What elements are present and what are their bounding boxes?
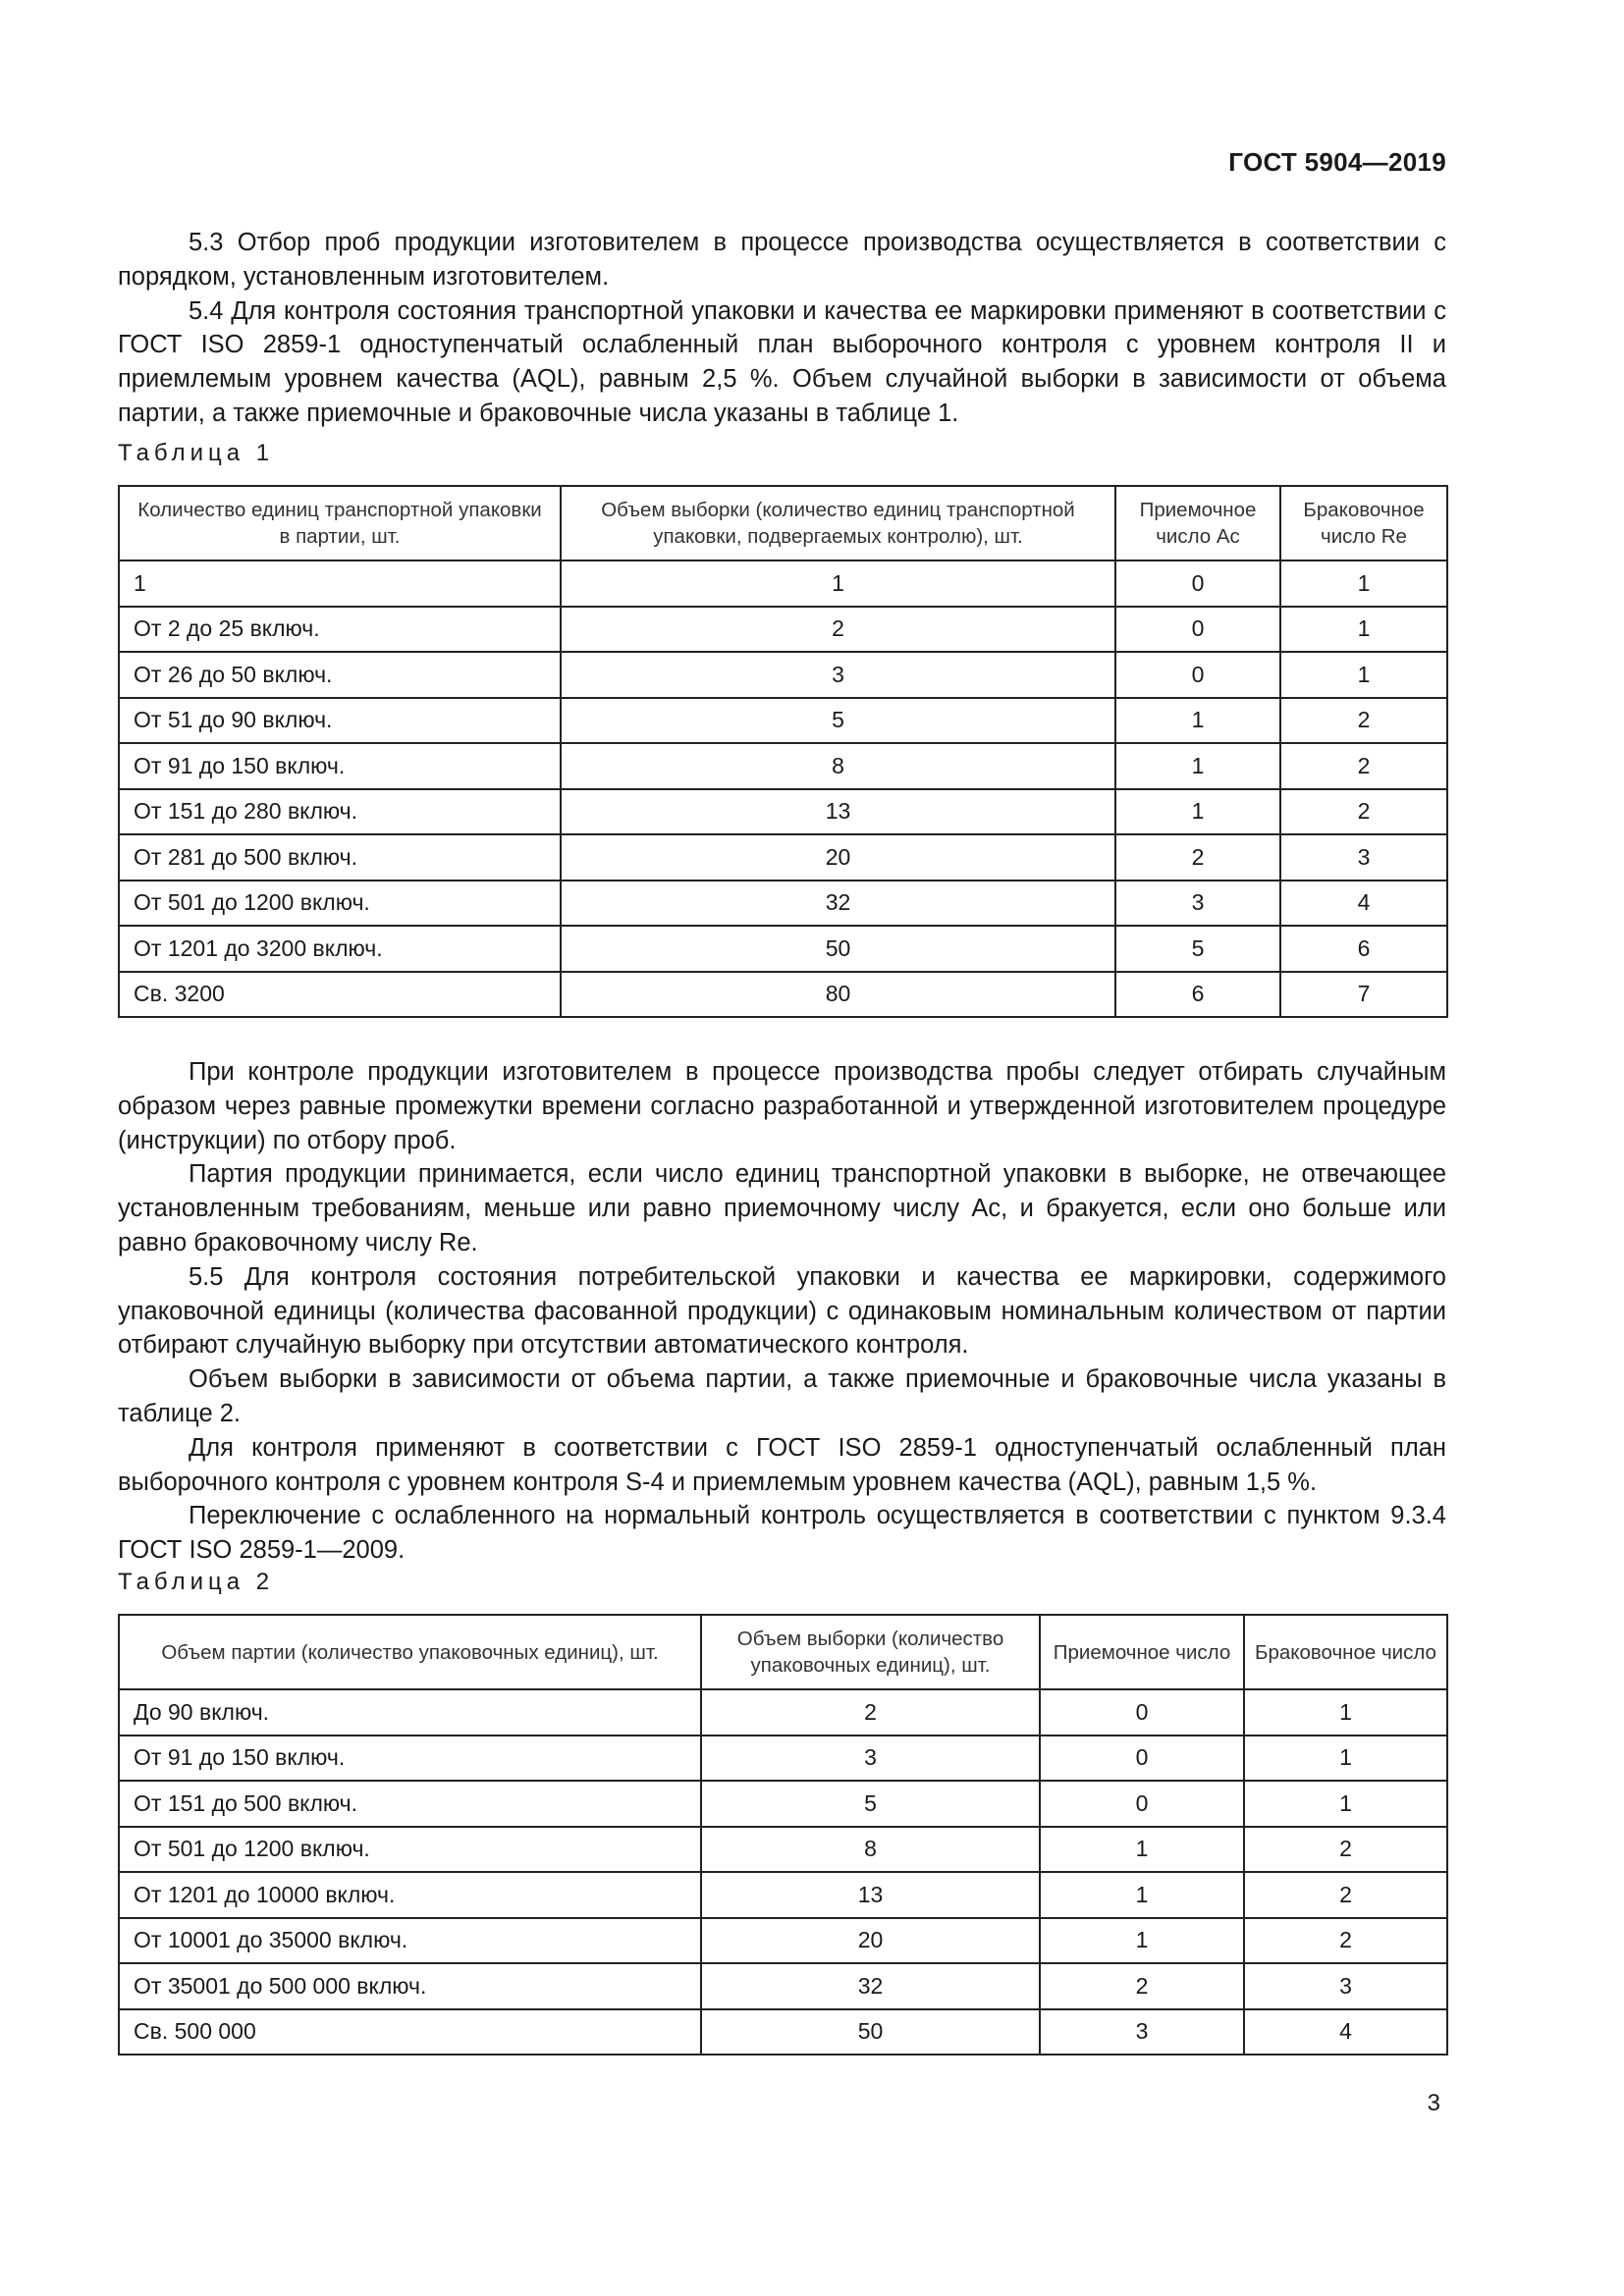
table-cell: 50 bbox=[561, 926, 1115, 972]
paragraph-5-4: 5.4 Для контроля состояния транспортной упаковки и качества ее маркировки применяют в соответствии с ГОСТ ISO 2859-1 одноступенчатый ослабленный план выборочного контроля с уровнем контроля II и приемлемым уровнем качества (AQL), равным 2,5 %. Объем случайной выборки в зависимости от объема партии, а также приемочные и браковочные числа указаны в таблице 1. bbox=[118, 296, 1446, 427]
table-cell: От 10001 до 35000 включ. bbox=[119, 1918, 701, 1964]
table-cell: От 501 до 1200 включ. bbox=[119, 1827, 701, 1873]
table-row bbox=[119, 1689, 1447, 1735]
section-middle-text bbox=[118, 1055, 1446, 1568]
table-cell: 2 bbox=[561, 607, 1115, 653]
table-cell: 1 bbox=[1040, 1918, 1244, 1964]
table-cell: 6 bbox=[1280, 926, 1447, 972]
table-cell: 1 bbox=[119, 561, 561, 607]
table-cell: 0 bbox=[1040, 1689, 1244, 1735]
table-cell: 1 bbox=[1244, 1689, 1447, 1735]
table-cell: 2 bbox=[1244, 1827, 1447, 1873]
table-cell: От 1201 до 3200 включ. bbox=[119, 926, 561, 972]
table-cell: 5 bbox=[1115, 926, 1280, 972]
table-cell: 4 bbox=[1280, 881, 1447, 927]
table-cell: 1 bbox=[1115, 698, 1280, 744]
table-cell: От 91 до 150 включ. bbox=[119, 743, 561, 789]
table-cell: 2 bbox=[701, 1689, 1040, 1735]
paragraph-acceptance: Партия продукции принимается, если число единиц транспортной упаковки в выборке, не отвечающее установленным требованиям, меньше или равно приемочному числу Ac, и бракуется, если оно больше или равно браковочному числу Re. bbox=[118, 1160, 1446, 1256]
table1-header-row bbox=[119, 486, 1447, 561]
table-cell: От 35001 до 500 000 включ. bbox=[119, 1963, 701, 2009]
table-row bbox=[119, 1963, 1447, 2009]
table-row bbox=[119, 561, 1447, 607]
table-cell: Св. 3200 bbox=[119, 972, 561, 1018]
table-cell: 3 bbox=[1280, 834, 1447, 881]
table-cell: 1 bbox=[1280, 561, 1447, 607]
table-cell: 32 bbox=[561, 881, 1115, 927]
table-cell: 32 bbox=[701, 1963, 1040, 2009]
table-cell: От 151 до 280 включ. bbox=[119, 789, 561, 835]
table-cell: 2 bbox=[1244, 1918, 1447, 1964]
table-cell: 20 bbox=[701, 1918, 1040, 1964]
table-cell: 2 bbox=[1280, 743, 1447, 789]
table-cell: 2 bbox=[1040, 1963, 1244, 2009]
table-cell: 0 bbox=[1115, 652, 1280, 698]
table-cell: 80 bbox=[561, 972, 1115, 1018]
table-row bbox=[119, 698, 1447, 744]
table-row bbox=[119, 834, 1447, 881]
table-cell: 13 bbox=[561, 789, 1115, 835]
table-cell: От 91 до 150 включ. bbox=[119, 1735, 701, 1782]
table-cell: 5 bbox=[561, 698, 1115, 744]
table-cell: От 281 до 500 включ. bbox=[119, 834, 561, 881]
table1-header-acceptance: Приемочное число Ac bbox=[1115, 486, 1280, 561]
table-cell: 0 bbox=[1040, 1781, 1244, 1827]
table-cell: От 51 до 90 включ. bbox=[119, 698, 561, 744]
table1-header-rejection: Браковочное число Re bbox=[1280, 486, 1447, 561]
table-cell: 0 bbox=[1115, 561, 1280, 607]
table-cell: 13 bbox=[701, 1872, 1040, 1918]
table-row bbox=[119, 1827, 1447, 1873]
table2-header-acceptance: Приемочное число bbox=[1040, 1615, 1244, 1689]
table-cell: 5 bbox=[701, 1781, 1040, 1827]
table-cell: До 90 включ. bbox=[119, 1689, 701, 1735]
table-cell: 1 bbox=[1040, 1872, 1244, 1918]
table-row bbox=[119, 789, 1447, 835]
table-cell: 50 bbox=[701, 2009, 1040, 2056]
table-cell: От 501 до 1200 включ. bbox=[119, 881, 561, 927]
table1-caption: Таблица 1 bbox=[118, 440, 275, 466]
table-cell: 8 bbox=[701, 1827, 1040, 1873]
paragraph-switching: Переключение с ослабленного на нормальный контроль осуществляется в соответствии с пунктом 9.3.4 ГОСТ ISO 2859-1—2009. bbox=[118, 1502, 1446, 1565]
table-cell: 0 bbox=[1040, 1735, 1244, 1782]
table-cell: 1 bbox=[1115, 743, 1280, 789]
table-cell: 1 bbox=[1244, 1781, 1447, 1827]
table-cell: 1 bbox=[1115, 789, 1280, 835]
table-row bbox=[119, 881, 1447, 927]
table-row bbox=[119, 607, 1447, 653]
table-row bbox=[119, 1872, 1447, 1918]
table2-header-sample-size: Объем выборки (количество упаковочных единиц), шт. bbox=[701, 1615, 1040, 1689]
table-cell: 7 bbox=[1280, 972, 1447, 1018]
table-cell: От 151 до 500 включ. bbox=[119, 1781, 701, 1827]
paragraph-control-plan: Для контроля применяют в соответствии с ГОСТ ISO 2859-1 одноступенчатый ослабленный план выборочного контроля с уровнем контроля S-4 и приемлемым уровнем качества (AQL), равным 1,5 %. bbox=[118, 1433, 1446, 1496]
section-top-text bbox=[118, 226, 1446, 431]
table-cell: 0 bbox=[1115, 607, 1280, 653]
table1 bbox=[118, 485, 1448, 1018]
table-cell: 1 bbox=[1244, 1735, 1447, 1782]
table-cell: 2 bbox=[1280, 789, 1447, 835]
page-number: 3 bbox=[1427, 2090, 1440, 2116]
table-row bbox=[119, 1918, 1447, 1964]
table-row bbox=[119, 2009, 1447, 2056]
table-cell: 3 bbox=[701, 1735, 1040, 1782]
table-cell: 1 bbox=[1280, 607, 1447, 653]
table2 bbox=[118, 1614, 1448, 2056]
paragraph-5-3: 5.3 Отбор проб продукции изготовителем в процессе производства осуществляется в соответствии с порядком, установленным изготовителем. bbox=[118, 229, 1446, 291]
table-cell: 3 bbox=[1115, 881, 1280, 927]
table-cell: 3 bbox=[1244, 1963, 1447, 2009]
table-cell: 2 bbox=[1115, 834, 1280, 881]
table-row bbox=[119, 972, 1447, 1018]
table-row bbox=[119, 926, 1447, 972]
table-cell: 3 bbox=[561, 652, 1115, 698]
table-cell: От 1201 до 10000 включ. bbox=[119, 1872, 701, 1918]
table-cell: 6 bbox=[1115, 972, 1280, 1018]
table1-header-sample-size: Объем выборки (количество единиц транспортной упаковки, подвергаемых контролю), шт. bbox=[561, 486, 1115, 561]
paragraph-sample-volume: Объем выборки в зависимости от объема партии, а также приемочные и браковочные числа указаны в таблице 2. bbox=[118, 1365, 1446, 1427]
paragraph-5-5: 5.5 Для контроля состояния потребительской упаковки и качества ее маркировки, содержимого упаковочной единицы (количества фасованной продукции) с одинаковым номинальным количеством от партии отбирают случайную выборку при отсутствии автоматического контроля. bbox=[118, 1262, 1446, 1360]
table-cell: 4 bbox=[1244, 2009, 1447, 2056]
table-cell: 8 bbox=[561, 743, 1115, 789]
paragraph-sampling: При контроле продукции изготовителем в процессе производства пробы следует отбирать случайным образом через равные промежутки времени согласно разработанной и утвержденной изготовителем процедуре (инструкции) по отбору проб. bbox=[118, 1058, 1446, 1154]
table-cell: 20 bbox=[561, 834, 1115, 881]
table2-caption: Таблица 2 bbox=[118, 1569, 275, 1595]
table-row bbox=[119, 652, 1447, 698]
table2-header-rejection: Браковочное число bbox=[1244, 1615, 1447, 1689]
table1-header-lot-size: Количество единиц транспортной упаковки в партии, шт. bbox=[119, 486, 561, 561]
table-cell: 1 bbox=[1280, 652, 1447, 698]
document-code: ГОСТ 5904—2019 bbox=[1228, 147, 1446, 177]
table-cell: 1 bbox=[1040, 1827, 1244, 1873]
table-cell: 2 bbox=[1244, 1872, 1447, 1918]
table-cell: От 2 до 25 включ. bbox=[119, 607, 561, 653]
table2-body bbox=[119, 1689, 1447, 2055]
table-cell: 2 bbox=[1280, 698, 1447, 744]
table-row bbox=[119, 743, 1447, 789]
table-cell: Св. 500 000 bbox=[119, 2009, 701, 2056]
table2-header-lot-size: Объем партии (количество упаковочных единиц), шт. bbox=[119, 1615, 701, 1689]
table-cell: 1 bbox=[561, 561, 1115, 607]
table-cell: От 26 до 50 включ. bbox=[119, 652, 561, 698]
table-row bbox=[119, 1781, 1447, 1827]
table-row bbox=[119, 1735, 1447, 1782]
table2-header-row bbox=[119, 1615, 1447, 1689]
table1-body bbox=[119, 561, 1447, 1017]
table-cell: 3 bbox=[1040, 2009, 1244, 2056]
